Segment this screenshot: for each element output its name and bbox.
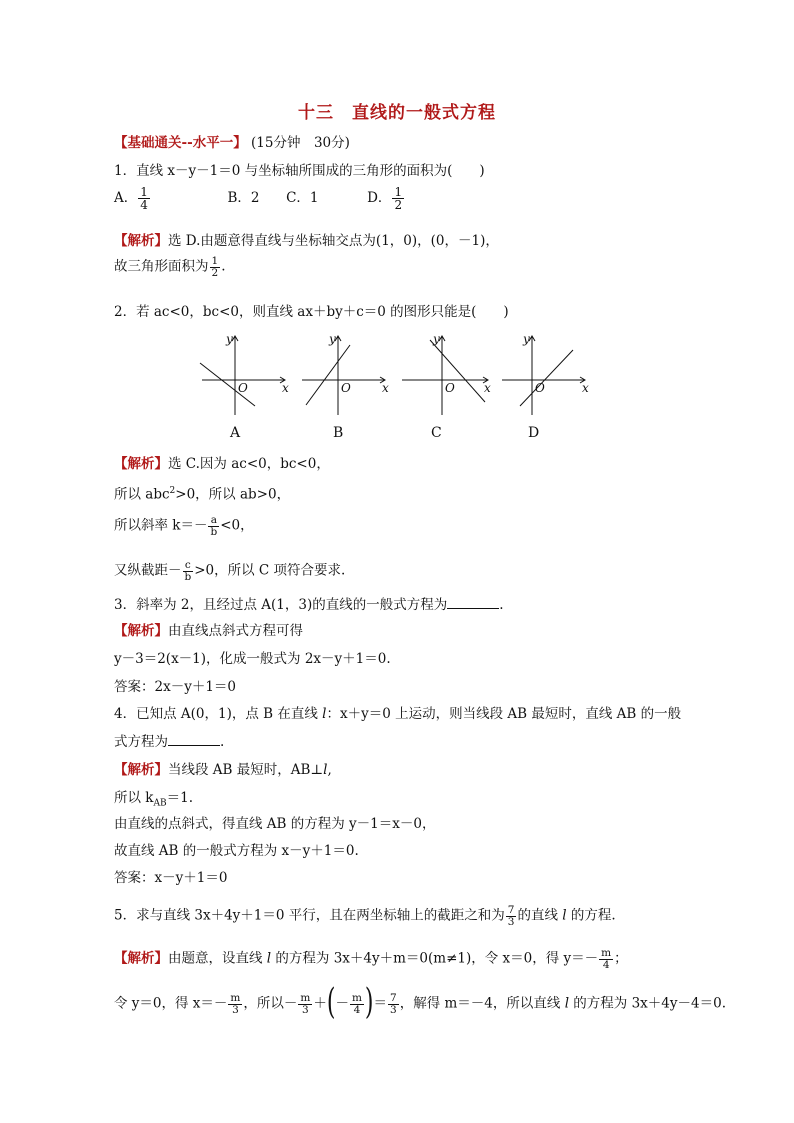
section-label: 【基础通关--水平一】 <box>114 135 247 151</box>
analysis-tag: 【解析】 <box>114 623 168 639</box>
q2-stem: 2．若 ac<0，bc<0，则直线 ax＋by＋c＝0 的图形只能是( ) <box>114 304 509 320</box>
q1-option-a: A． $\frac{1}{4}$ <box>114 185 148 212</box>
graph-b <box>302 332 389 415</box>
q1-option-d: D． $\frac{1}{2}$ <box>367 185 403 212</box>
q3-solution-2: y－3＝2(x－1)，化成一般式为 2x－y＋1＝0. <box>114 651 391 667</box>
q3-answer: 答案：2x－y＋1＝0 <box>114 679 237 695</box>
axis-label-x: x <box>582 381 589 395</box>
axis-label-x: x <box>282 381 289 395</box>
axis-label-x: x <box>382 381 389 395</box>
q1-option-b: B．2 <box>227 190 260 206</box>
q1-stem: 1．直线 x－y－1＝0 与坐标轴所围成的三角形的面积为( ) <box>114 163 485 179</box>
section-header <box>114 134 350 152</box>
graph-label-b: B <box>333 425 344 441</box>
q4-solution-3: 由直线的点斜式，得直线 AB 的方程为 y－1＝x－0， <box>114 816 436 832</box>
origin-label: O <box>445 381 455 395</box>
axis-label-y: y <box>226 332 233 346</box>
axis-label-y: y <box>433 332 440 346</box>
axis-label-y: y <box>329 332 336 346</box>
q2-solution-2: 所以 abc$^2$>0，所以 ab>0， <box>114 486 291 503</box>
q1-solution-1: 【解析】选 D.由题意得直线与坐标轴交点为(1，0)，(0，－1)， <box>114 233 499 249</box>
analysis-tag: 【解析】 <box>114 233 168 249</box>
q3-solution-1: 【解析】由直线点斜式方程可得 <box>114 623 303 639</box>
q2-solution-3: 所以斜率 k＝－ $\frac{a}{b}$ <0， <box>114 514 254 538</box>
answer-blank <box>168 733 220 746</box>
section-info: (15分钟 30分) <box>251 135 350 151</box>
graph-label-c: C <box>431 425 442 441</box>
q4-stem-2: 式方程为 . <box>114 734 225 750</box>
analysis-tag: 【解析】 <box>114 950 168 967</box>
graph-a <box>200 332 289 415</box>
q2-solution-1: 【解析】选 C.因为 ac<0，bc<0， <box>114 456 330 472</box>
graph-label-d: D <box>528 425 540 441</box>
q2-solution-4: 又纵截距－ $\frac{c}{b}$ >0，所以 C 项符合要求. <box>114 559 346 583</box>
origin-label: O <box>238 381 248 395</box>
graph-d <box>502 332 589 415</box>
q1-option-c: C．1 <box>286 190 319 206</box>
axis-label-y: y <box>523 332 530 346</box>
axis-label-x: x <box>484 381 491 395</box>
q4-solution-4: 故直线 AB 的一般式方程为 x－y＋1＝0. <box>114 843 359 859</box>
answer-blank <box>447 596 499 609</box>
q1-solution-2: 故三角形面积为 $\frac{1}{2}$ . <box>114 255 226 279</box>
q1-options <box>114 186 405 211</box>
origin-label: O <box>535 381 545 395</box>
page-title: 十三 直线的一般式方程 <box>298 103 496 123</box>
graph-label-a: A <box>230 425 241 441</box>
q2-graphs <box>190 330 600 420</box>
analysis-tag: 【解析】 <box>114 456 168 472</box>
q4-solution-1: 【解析】当线段 AB 最短时，AB⊥l, <box>114 762 332 778</box>
graph-c <box>402 332 491 415</box>
q5-solution-1: 【解析】由题意，设直线 l 的方程为 3x＋4y＋m＝0(m≠1)，令 x＝0，得 y＝－ $\frac{m}{4}$ ； <box>114 947 628 971</box>
origin-label: O <box>341 381 351 395</box>
q5-stem: 5．求与直线 3x＋4y＋1＝0 平行，且在两坐标轴上的截距之和为 $\frac{7}{3}$ 的直线 l 的方程. <box>114 904 616 928</box>
q4-stem-1: 4．已知点 A(0，1)，点 B 在直线 l：x＋y＝0 上运动，则当线段 AB 最短时，直线 AB 的一般 <box>114 706 682 722</box>
q4-solution-2: 所以 $k_{AB}=1$. <box>114 790 193 809</box>
analysis-tag: 【解析】 <box>114 762 168 778</box>
q5-solution-2: 令 y＝0，得 x＝－ $\frac{m}{3}$ ，所以－ $\frac{m}{3}$ ＋(－ $\frac{m}{4}$ )＝ $\frac{7}{3}$ ，解得 m＝－4，所以直线 l 的方程为 3x＋4y－4＝0. <box>114 983 726 1024</box>
q3-stem: 3．斜率为 2，且经过点 A(1，3)的直线的一般式方程为 . <box>114 597 504 613</box>
q4-answer: 答案：x－y＋1＝0 <box>114 870 228 886</box>
